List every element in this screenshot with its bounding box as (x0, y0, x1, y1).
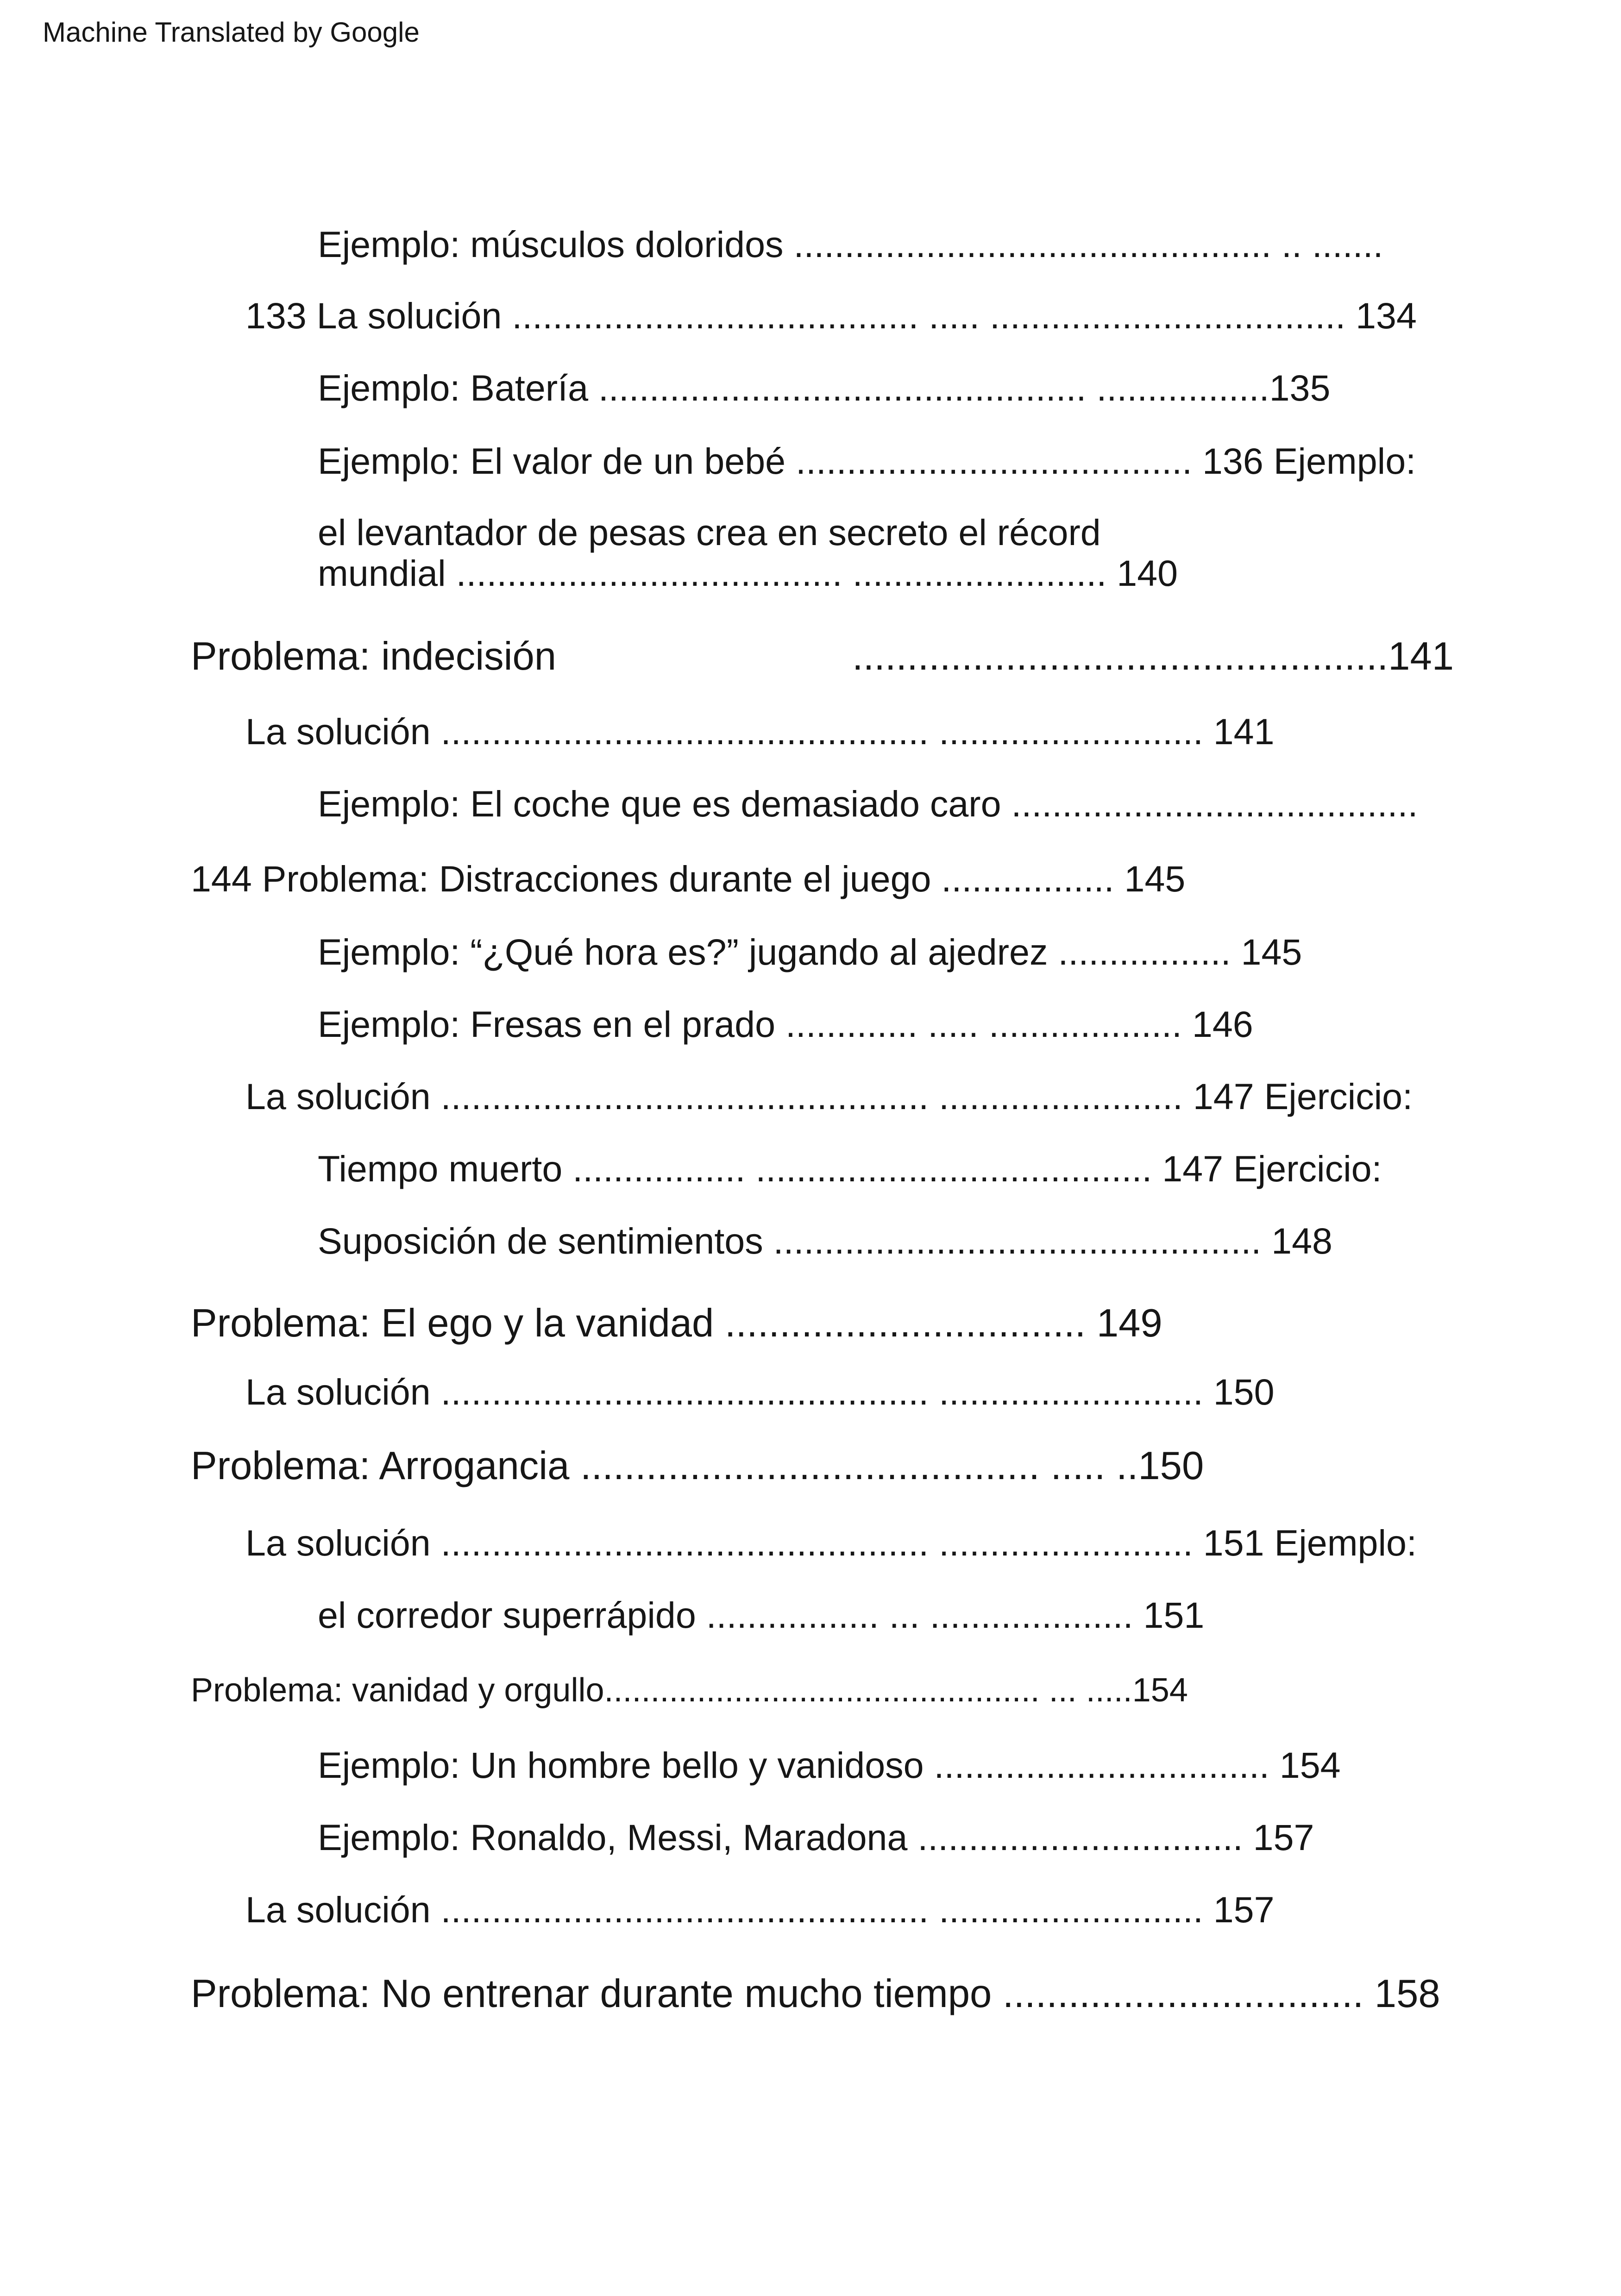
toc-entry-solution-157: La solución ................................................ .......................... 157 (245, 1889, 1275, 1930)
toc-entry-solution-150: La solución ................................................ .......................... 150 (245, 1371, 1275, 1412)
toc-entry-timeout: Tiempo muerto ................. ....................................... 147 Ejercicio: (318, 1148, 1382, 1189)
toc-entry-solution-147: La solución ................................................ ........................ 147 Ejercicio: (245, 1076, 1413, 1117)
toc-problem-indecision-leader: .................................................141 (852, 634, 1454, 678)
toc-entry-handsome-man: Ejemplo: Un hombre bello y vanidoso ................................. 154 (318, 1744, 1341, 1786)
toc-entry-baby-value: Ejemplo: El valor de un bebé ....................................... 136 Ejemplo: (318, 440, 1416, 482)
toc-entry-fast-runner: el corredor superrápido ................. ... .................... 151 (318, 1594, 1205, 1636)
toc-problem-no-training: Problema: No entrenar durante mucho tiempo ................................. 158 (191, 1972, 1440, 2016)
machine-translation-banner: Machine Translated by Google (43, 17, 420, 48)
toc-entry-expensive-car: Ejemplo: El coche que es demasiado caro ........................................ (318, 783, 1418, 824)
toc-entry-weightlifter: el levantador de pesas crea en secreto el récord (318, 512, 1101, 553)
toc-entry-feelings: Suposición de sentimientos ................................................ 148 (318, 1220, 1332, 1261)
toc-entry-solution-133: 133 La solución ........................................ ..... ................................... 134 (245, 295, 1417, 336)
toc-problem-arrogance: Problema: Arrogancia .......................................... ..... ..150 (191, 1444, 1204, 1488)
toc-problem-vanity-pride: Problema: vanidad y orgullo............................................... ... .....154 (191, 1672, 1188, 1709)
toc-problem-indecision (191, 634, 1454, 680)
toc-problem-ego: Problema: El ego y la vanidad ................................. 149 (191, 1301, 1162, 1345)
toc-entry-solution-151: La solución ................................................ ......................... 151 Ejemplo: (245, 1522, 1417, 1563)
toc-entry-strawberries: Ejemplo: Fresas en el prado ............. ..... ................... 146 (318, 1004, 1253, 1045)
toc-entry-weightlifter-cont: mundial ...................................... ......................... 140 (318, 552, 1178, 594)
toc-entry-chess-time: Ejemplo: “¿Qué hora es?” jugando al ajedrez ................. 145 (318, 931, 1302, 972)
toc-entry-sore-muscles: Ejemplo: músculos doloridos ............................................... .. ....... (318, 224, 1383, 265)
toc-entry-footballers: Ejemplo: Ronaldo, Messi, Maradona ................................ 157 (318, 1817, 1314, 1858)
toc-problem-indecision-title: Problema: indecisión (191, 634, 557, 678)
toc-entry-battery: Ejemplo: Batería ................................................ .................135 (318, 367, 1331, 408)
toc-entry-solution-141: La solución ................................................ .......................... 141 (245, 711, 1275, 752)
toc-problem-distractions: 144 Problema: Distracciones durante el juego ................. 145 (191, 858, 1186, 899)
